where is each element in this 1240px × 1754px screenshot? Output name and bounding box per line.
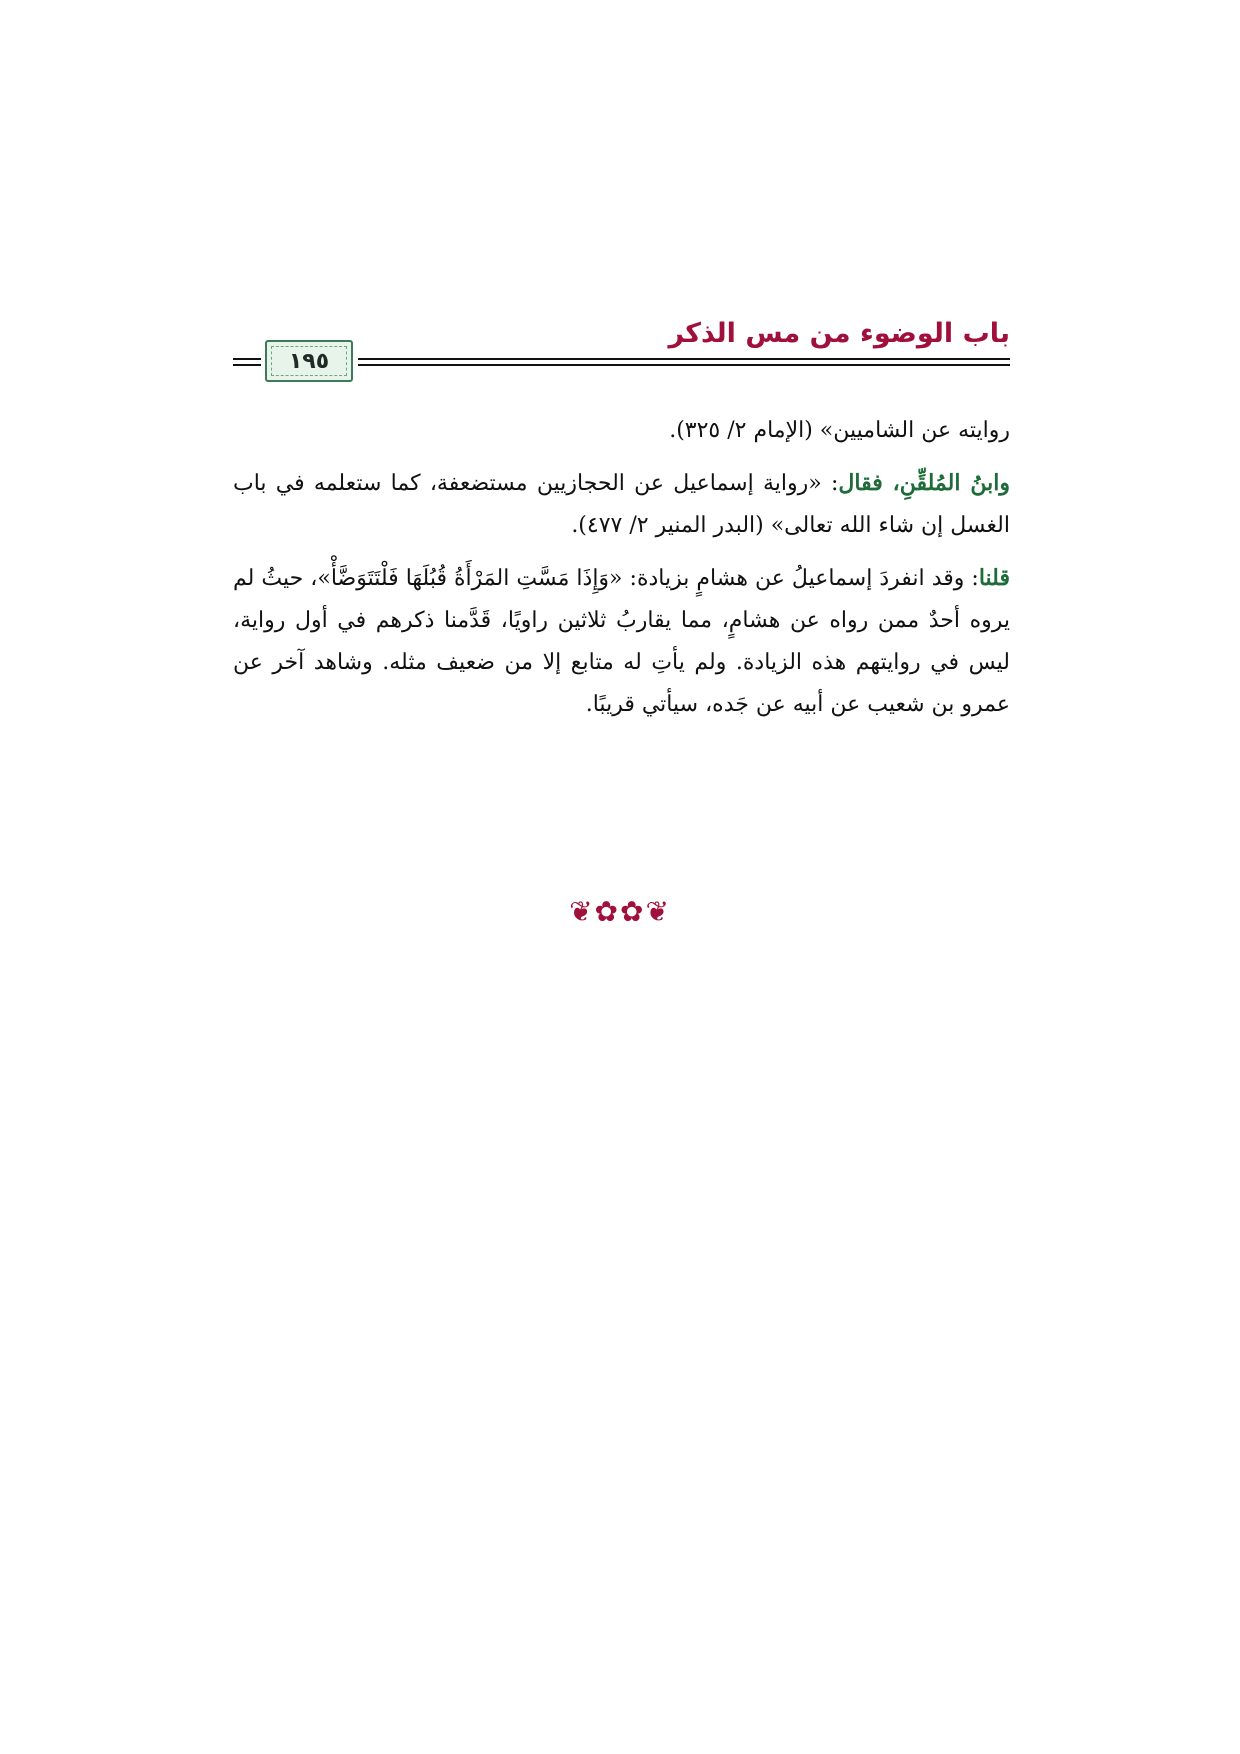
header-rule: [233, 358, 261, 360]
paragraph-text: روايته عن الشاميين» (الإمام ٢/ ٣٢٥).: [669, 418, 1010, 443]
page-number: ١٩٥: [288, 348, 330, 374]
header-rule: [358, 358, 1010, 360]
paragraph-text: : وقد انفردَ إسماعيلُ عن هشامٍ بزيادة: «وَإِذَا مَسَّتِ المَرْأَةُ قُبُلَهَا فَلْتَتَوَضَّأْ»، حيثُ لم يروه أحدٌ ممن رواه عن هشامٍ، مما يقاربُ ثلاثين راويًا، قَدَّمنا ذكرهم في أول رواية، ليس في روايتهم هذه الزيادة. ولم يأتِ له متابع إلا من ضعيف مثله. وشاهد آخر عن عمرو بن شعيب عن أبيه عن جَده، سيأتي قريبًا.: [233, 566, 1010, 717]
header-rule: [233, 364, 261, 366]
paragraph: [233, 410, 1010, 452]
page-number-badge: [265, 340, 353, 382]
paragraph-lead: قلنا: [978, 565, 1010, 591]
page-header: [233, 318, 1010, 388]
section-end-ornament: ❦✿✿❦: [569, 895, 671, 928]
paragraph: [233, 462, 1010, 547]
paragraph-lead: وابنُ المُلقِّنِ، فقال: [838, 470, 1010, 496]
paragraph: [233, 557, 1010, 726]
paragraph-text: : «رواية إسماعيل عن الحجازيين مستضعفة، كما ستعلمه في باب الغسل إن شاء الله تعالى» (البدر المنير ٢/ ٤٧٧).: [233, 471, 1010, 538]
body-text: [233, 410, 1010, 736]
chapter-title: باب الوضوء من مس الذكر: [668, 318, 1010, 349]
header-rule: [358, 364, 1010, 366]
